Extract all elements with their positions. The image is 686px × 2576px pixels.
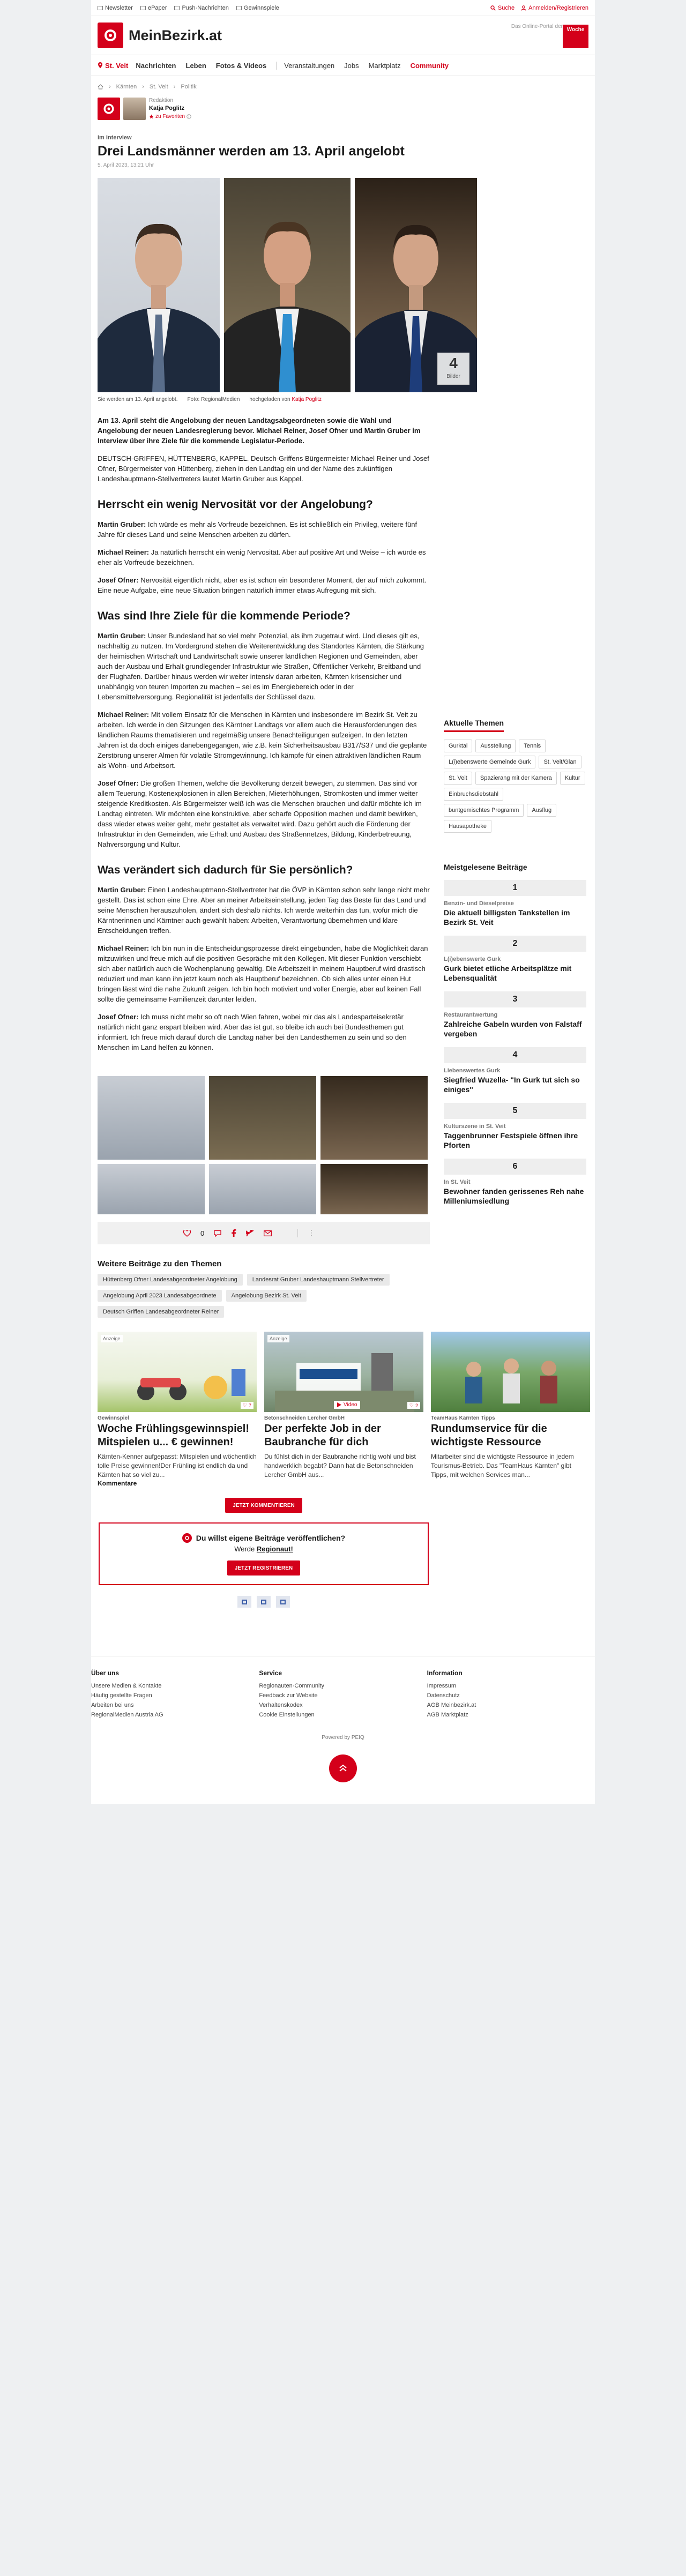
photo-gallery xyxy=(91,168,595,392)
like-stat: ♡ 2 xyxy=(407,1402,420,1409)
portrait-photo[interactable] xyxy=(355,178,477,392)
nav-leben[interactable]: Leben xyxy=(185,61,206,70)
gallery-thumbnail[interactable] xyxy=(209,1076,316,1160)
tag-item[interactable]: Hüttenberg Ofner Landesabgeordneter Angelobung xyxy=(98,1274,243,1286)
tag-list xyxy=(98,1274,430,1318)
play-icon xyxy=(337,1402,341,1407)
teaser-text: Mitarbeiter sind die wichtigste Ressource in jedem Tourismus-Betrieb. Das "TeamHaus Kärnten" gibt Tipps, mit welchen Services man... xyxy=(431,1453,574,1479)
epaper-icon xyxy=(140,6,146,10)
footer-link[interactable]: Impressum xyxy=(427,1683,457,1689)
footer-link[interactable]: Häufig gestellte Fragen xyxy=(91,1692,152,1699)
footer-column xyxy=(91,1669,259,1720)
publisher-logo[interactable] xyxy=(98,98,120,120)
tag-item[interactable]: Angelobung Bezirk St. Veit xyxy=(226,1290,307,1302)
rank-number: 3 xyxy=(444,991,586,1007)
teaser-image[interactable] xyxy=(431,1332,590,1412)
gallery-thumbnail[interactable] xyxy=(209,1164,316,1214)
bell-icon xyxy=(174,6,180,10)
footer-link[interactable]: Feedback zur Website xyxy=(259,1692,318,1699)
star-icon xyxy=(149,114,154,119)
content-area xyxy=(91,402,595,1608)
teaser-card[interactable] xyxy=(98,1332,257,1487)
article-intro: DEUTSCH-GRIFFEN, HÜTTENBERG, KAPPEL. Deutsch-Griffens Bürgermeister Michael Reiner und Josef Ofner, Bürgermeister von Hüttenberg, ziehen in den Landtag ein und der Name des zukünftigen Landeshauptmann-Stellvertreters lautet Martin Gruber aus Kappel. xyxy=(98,454,429,483)
main-nav xyxy=(91,55,595,76)
ad-badge: Anzeige xyxy=(267,1335,289,1342)
author-name[interactable]: Katja Poglitz xyxy=(149,105,185,111)
logo-icon[interactable] xyxy=(98,23,123,48)
logo-icon xyxy=(182,1533,192,1543)
rank-title[interactable]: Bewohner fanden gerissenes Reh nahe Milleniumsiedlung xyxy=(444,1187,584,1205)
info-icon[interactable] xyxy=(187,114,191,119)
photo-caption: Sie werden am 13. April angelobt. Foto: RegionalMedien hochgeladen von Katja Poglitz xyxy=(98,397,322,402)
theme-tag[interactable]: Kultur xyxy=(560,772,585,785)
register-text: Werde Regionaut! xyxy=(234,1545,293,1553)
gift-icon xyxy=(236,6,242,10)
search-link[interactable]: Suche xyxy=(490,5,514,11)
theme-tag[interactable]: Tennis xyxy=(519,740,546,752)
teaser-row xyxy=(98,1332,574,1487)
themes-list xyxy=(444,740,586,833)
gallery-thumbnail[interactable] xyxy=(98,1164,205,1214)
footer-heading: Service xyxy=(259,1669,282,1677)
top-article[interactable] xyxy=(444,991,586,1039)
gallery-pager xyxy=(98,1596,430,1608)
article-date: 5. April 2023, 13:21 Uhr xyxy=(98,162,154,168)
teaser-image[interactable] xyxy=(98,1332,257,1412)
twitter-icon[interactable] xyxy=(246,1230,254,1236)
utility-bar xyxy=(91,0,595,16)
article-header xyxy=(91,121,595,168)
article-title: Drei Landsmänner werden am 13. April angelobt xyxy=(98,144,405,159)
gallery-thumbnail[interactable] xyxy=(320,1164,428,1214)
rank-number: 2 xyxy=(444,936,586,952)
footer-heading: Information xyxy=(427,1669,463,1677)
rank-title[interactable]: Zahlreiche Gabeln wurden von Falstaff vergeben xyxy=(444,1020,582,1038)
theme-tag[interactable]: St. Veit xyxy=(444,772,472,785)
location-selector[interactable]: St. Veit xyxy=(98,62,128,70)
gallery-thumbnail[interactable] xyxy=(320,1076,428,1160)
sidebar xyxy=(444,415,586,1608)
avatar[interactable] xyxy=(123,98,146,120)
footer-link[interactable]: RegionalMedien Austria AG xyxy=(91,1712,163,1718)
top-articles-title: Meistgelesene Beiträge xyxy=(444,863,527,871)
chevron-up-icon xyxy=(338,1763,348,1774)
breadcrumb: › Kärnten › St. Veit › Politik xyxy=(91,76,595,94)
theme-tag[interactable]: Gurktal xyxy=(444,740,472,752)
rank-title[interactable]: Siegfried Wuzella- "In Gurk tut sich so einiges" xyxy=(444,1076,580,1094)
user-icon xyxy=(521,5,526,11)
tags-title: Weitere Beiträge zu den Themen xyxy=(98,1259,222,1268)
tag-item[interactable]: Angelobung April 2023 Landesabgeordnete xyxy=(98,1290,222,1302)
answer-paragraph: Josef Ofner: Nervosität eigentlich nicht, aber es ist schon ein besonderer Moment, der auf mich zukommt. Eine neue Aufgabe, eine neue Situation bringen natürlich immer etwas Aufregung mit sich. xyxy=(98,576,427,594)
register-box xyxy=(99,1522,429,1585)
home-icon[interactable] xyxy=(98,84,103,89)
push-link[interactable]: Push-Nachrichten xyxy=(174,5,228,11)
rank-category: In St. Veit xyxy=(444,1179,471,1185)
nav-nachrichten[interactable]: Nachrichten xyxy=(136,61,176,70)
teaser-title[interactable]: Der perfekte Job in der Baubranche für dich xyxy=(264,1423,381,1448)
heart-icon[interactable] xyxy=(183,1230,191,1237)
register-button[interactable]: JETZT REGISTRIEREN xyxy=(227,1560,300,1576)
pager-item[interactable] xyxy=(237,1596,251,1608)
theme-tag[interactable]: Ausstellung xyxy=(475,740,516,752)
gewinnspiele-link[interactable]: Gewinnspiele xyxy=(236,5,279,11)
answer-paragraph: Martin Gruber: Einen Landeshauptmann-Stellvertreter hat die ÖVP in Kärnten schon sehr lange nicht mehr gestellt. Das ist schon eine Ehre. Aber an meiner Arbeitseinstellung, jeden Tag das Beste für das Land und seine Menschen herauszuholen, ändert sich deshalb nichts. Ich werde weiterhin das tun, wofür mich die Kärntnerinnen und Kärntner auch gewählt haben: Arbeiten, Verantwortung übernehmen und klare Entscheidungen treffen. xyxy=(98,886,430,935)
article-actions xyxy=(98,1222,430,1244)
uploader-link[interactable]: Katja Poglitz xyxy=(292,397,322,402)
nav-marktplatz[interactable]: Marktplatz xyxy=(368,61,401,70)
answer-paragraph: Josef Ofner: Ich muss nicht mehr so oft nach Wien fahren, wobei mir das als Landesparteisekretär natürlich nicht ganz erspart bleiben wird. Aber das ist gut, so bleibe ich auch bei Bundesthemen gut informiert. Ich freue mich darauf durch die Landtag näher bei den Landesthemen zu sein und so den Menschen im Land helfen zu können. xyxy=(98,1013,407,1051)
teaser-category: TeamHaus Kärnten Tipps xyxy=(431,1415,495,1421)
top-article[interactable] xyxy=(444,1103,586,1150)
pager-item[interactable] xyxy=(276,1596,290,1608)
rank-number: 4 xyxy=(444,1047,586,1063)
teaser-title[interactable]: Woche Frühlingsgewinnspiel! Mitspielen u... € gewinnen! xyxy=(98,1423,249,1448)
mail-icon xyxy=(98,6,103,10)
breadcrumb-item[interactable]: St. Veit xyxy=(149,84,168,90)
nav-veranstaltungen[interactable]: Veranstaltungen xyxy=(276,62,334,70)
rank-category: Liebenswertes Gurk xyxy=(444,1067,501,1074)
rank-category: Kulturszene in St. Veit xyxy=(444,1123,506,1130)
more-icon[interactable]: ⋮ xyxy=(308,1229,315,1237)
theme-tag[interactable]: Ausflug xyxy=(527,804,556,817)
answer-paragraph: Michael Reiner: Ja natürlich herrscht ein wenig Nervosität. Aber auf positive Art und Weise – ich würde es eher als Vorfreude bezeichnen. xyxy=(98,548,426,566)
teaser-card[interactable] xyxy=(264,1332,423,1487)
newsletter-link[interactable]: Newsletter xyxy=(98,5,133,11)
nav-fotos-videos[interactable]: Fotos & Videos xyxy=(215,61,267,70)
author-box xyxy=(91,94,595,121)
facebook-icon[interactable] xyxy=(231,1229,236,1237)
comment-icon[interactable] xyxy=(214,1230,221,1237)
rank-category: L(i)ebenswerte Gurk xyxy=(444,956,501,962)
tag-item[interactable]: Landesrat Gruber Landeshauptmann Stellvertreter xyxy=(247,1274,390,1286)
epaper-link[interactable]: ePaper xyxy=(140,5,167,11)
like-stat: ♡ 7 xyxy=(241,1402,253,1409)
footer-heading: Über uns xyxy=(91,1669,120,1677)
footer-columns xyxy=(91,1669,595,1720)
gallery-count-badge[interactable]: 4 Bilder xyxy=(437,353,469,385)
teaser-image[interactable] xyxy=(264,1332,423,1412)
nav-jobs[interactable]: Jobs xyxy=(344,61,359,70)
gallery-thumbnail[interactable] xyxy=(98,1076,205,1160)
powered-by: Powered by PEIQ xyxy=(322,1735,364,1741)
rank-title[interactable]: Die aktuell billigsten Tankstellen im Bezirk St. Veit xyxy=(444,908,570,927)
footer-link[interactable]: Regionauten-Community xyxy=(259,1683,324,1689)
themes-title: Aktuelle Themen xyxy=(444,719,504,732)
rank-category: Restaurantwertung xyxy=(444,1012,498,1018)
location-pin-icon xyxy=(98,62,103,69)
comments-title: Kommentare xyxy=(98,1480,137,1487)
article-lead: Am 13. April steht die Angelobung der neuen Landtagsabgeordneten sowie die Wahl und Angelobung der neuen Landesregierung bevor. Michael Reiner, Josef Ofner und Martin Gruber im Interview über ihre Ziele für die kommende Legislatur-Periode. xyxy=(98,416,421,445)
section-heading: Was sind Ihre Ziele für die kommende Periode? xyxy=(98,610,351,622)
footer-link[interactable]: Cookie Einstellungen xyxy=(259,1712,315,1718)
portal-note: Das Online-Portal der xyxy=(511,24,563,29)
rank-title[interactable]: Taggenbrunner Festspiele öffnen ihre Pforten xyxy=(444,1131,578,1149)
theme-tag[interactable]: buntgemischtes Programm xyxy=(444,804,524,817)
theme-tag[interactable]: Einbruchsdiebstahl xyxy=(444,788,503,801)
regionaut-link[interactable]: Regionaut! xyxy=(256,1545,293,1553)
theme-tag[interactable]: Spazierang mit der Kamera xyxy=(475,772,557,785)
top-article[interactable] xyxy=(444,936,586,983)
ad-badge: Anzeige xyxy=(101,1335,123,1342)
footer-column xyxy=(427,1669,595,1720)
like-count: 0 xyxy=(200,1229,205,1237)
breadcrumb-item[interactable]: Politik xyxy=(181,84,197,90)
teaser-text: Du fühlst dich in der Baubranche richtig wohl und bist handwerklich begabt? Dann hat die Betonschneiden Lercher GmbH aus... xyxy=(264,1453,416,1479)
teaser-category: Gewinnspiel xyxy=(98,1415,129,1421)
answer-paragraph: Martin Gruber: Ich würde es mehr als Vorfreude bezeichnen. Es ist schließlich ein Privileg, weitere fünf Jahre für dieses Land und seine Menschen arbeiten zu dürfen. xyxy=(98,520,417,539)
answer-paragraph: Josef Ofner: Die großen Themen, welche die Bevölkerung derzeit bewegen, zu stemmen. Das sind vor allem Teuerung, Kostenexplosionen in allen Bereichen, Mieterhöhungen, Stromkosten und immer weiter steigende Kreditkosten. Als Bürgermeister weiß ich was die Menschen brauchen und dafür möchte ich im Landtag eintreten. Wir möchten eine konstruktive, aber scharfe Opposition machen und damit bewirken, dass wieder etwas weiter geht, mehr gestaltet als verwaltet wird. Dazu gehört auch die Förderung der Infrastruktur in den Gemeinden, wie Erhalt und Ausbau des Straßennetzes, Bildung, Kinderbetreuung, Nahversorgung und Kultur. xyxy=(98,779,422,848)
footer-link[interactable]: Arbeiten bei uns xyxy=(91,1702,134,1708)
nav-community[interactable]: Community xyxy=(410,61,449,70)
footer-link[interactable]: Verhaltenskodex xyxy=(259,1702,303,1708)
answer-paragraph: Michael Reiner: Mit vollem Einsatz für die Menschen in Kärnten und insbesondere im Bezirk St. Veit zu arbeiten. Ich werde in den Sitzungen des Kärntner Landtags vor allem auch die Herausforderungen des ländlichen Raums thematisieren und regelmäßig unsere Benachteiligungen aufzeigen. In den letzten Jahren ist da doch einiges danebengegangen, wie z.B. kein Sicherheitsausbau B317/S37 und die geplante Zerstörung unserer Almen für volatile Stromgewinnung. Ich kämpfe für einen attraktiven ländlichen Raum als Wohn- und Arbeitsort. xyxy=(98,711,427,770)
comment-section xyxy=(98,1498,430,1513)
footer-link[interactable]: Unsere Medien & Kontakte xyxy=(91,1683,162,1689)
teaser-title[interactable]: Rundumservice für die wichtigste Ressource xyxy=(431,1423,547,1448)
footer-link[interactable]: Datenschutz xyxy=(427,1692,460,1699)
tag-item[interactable]: Deutsch Griffen Landesabgeordneter Reiner xyxy=(98,1306,224,1318)
theme-tag[interactable]: L(i)ebenswerte Gemeinde Gurk xyxy=(444,756,535,768)
rank-number: 1 xyxy=(444,880,586,896)
inline-gallery xyxy=(98,1076,430,1214)
section-heading: Was verändert sich dadurch für Sie persönlich? xyxy=(98,864,353,876)
woche-logo[interactable]: Woche xyxy=(563,25,588,48)
footer-column xyxy=(259,1669,427,1720)
page-sheet xyxy=(91,0,595,1804)
theme-tag[interactable]: Hausapotheke xyxy=(444,820,491,833)
rank-title[interactable]: Gurk bietet etliche Arbeitsplätze mit Lebensqualität xyxy=(444,964,572,982)
favorite-button[interactable]: zu Favoriten xyxy=(149,113,191,121)
author-meta xyxy=(149,96,191,121)
footer xyxy=(91,1656,595,1804)
breadcrumb-item[interactable]: Kärnten xyxy=(116,84,137,90)
rank-number: 6 xyxy=(444,1159,586,1175)
top-article[interactable] xyxy=(444,1159,586,1206)
search-icon xyxy=(490,5,496,11)
portrait-photo[interactable] xyxy=(224,178,351,392)
site-name[interactable]: MeinBezirk.at xyxy=(129,27,222,43)
top-article[interactable] xyxy=(444,880,586,927)
video-badge[interactable]: Video xyxy=(334,1401,360,1409)
section-heading: Herrscht ein wenig Nervosität vor der Angelobung? xyxy=(98,498,373,511)
scroll-to-top-button[interactable] xyxy=(329,1754,357,1782)
footer-link[interactable]: AGB Meinbezirk.at xyxy=(427,1702,476,1708)
pager-item[interactable] xyxy=(257,1596,271,1608)
top-article[interactable] xyxy=(444,1047,586,1094)
portrait-photo[interactable] xyxy=(98,178,220,392)
answer-paragraph: Michael Reiner: Ich bin nun in die Entscheidungsprozesse direkt eingebunden, habe die Möglichkeit daran mitzuwirken und freue mich auf die positiven Gespräche mit den Kollegen. Mit dieser Funktion verschiebt sich aber natürlich auch die Wochenplanung gewaltig. Die Arbeitszeit in meinem Hauptberuf wird drastisch reduziert und man kann ihn jetzt kaum noch als Hauptberuf bezeichnen. Ob sich alles unter einen Hut bringen lässt wird die nahe Zukunft zeigen. Ich bin hoch motiviert und voller Energie, aber auf keinen Fall sollte die gemeinsame Familienzeit darunter leiden. xyxy=(98,944,428,1003)
author-role: Redaktion xyxy=(149,98,174,103)
register-question: Du willst eigene Beiträge veröffentlichen? xyxy=(182,1533,346,1543)
rank-number: 5 xyxy=(444,1103,586,1119)
article-kicker: Im Interview xyxy=(98,135,132,141)
theme-tag[interactable]: St. Veit/Glan xyxy=(539,756,581,768)
teaser-category: Betonschneiden Lercher GmbH xyxy=(264,1415,345,1421)
login-link[interactable]: Anmelden/Registrieren xyxy=(521,5,588,11)
comment-button[interactable]: JETZT KOMMENTIEREN xyxy=(225,1498,302,1513)
brand-bar xyxy=(91,16,595,55)
mail-share-icon[interactable] xyxy=(264,1230,272,1236)
rank-category: Benzin- und Dieselpreise xyxy=(444,900,514,907)
teaser-text: Kärnten-Kenner aufgepasst: Mitspielen und wöchentlich tolle Preise gewinnen!Der Frühling ist endlich da und Kärnten hat so viel zu... xyxy=(98,1453,257,1479)
footer-link[interactable]: AGB Marktplatz xyxy=(427,1712,468,1718)
answer-paragraph: Martin Gruber: Unser Bundesland hat so viel mehr Potenzial, als ihm zugetraut wird. Und dieses gilt es, nachhaltig zu nutzen. Im Vordergrund stehen die Weiterentwicklung des Standortes Kärnten, die Stärkung der heimischen Wirtschaft und Landwirtschaft sowie unserer ländlichen Regionen und Gemeinden, aber auch der Ausbau und Erhalt grundlegender Infrastruktur wie Straßen, Öffentlicher Verkehr, Breitband und der Flughafen. Darüber hinaus werden wir weiter intensiv daran arbeiten, Kärnten krisensicher und unabhängig von teuren Importen zu machen – sei es im Energiebereich oder in der Lebensmittelversorgung. Regionalität ist jedenfalls der Schlüssel dazu. xyxy=(98,632,424,701)
